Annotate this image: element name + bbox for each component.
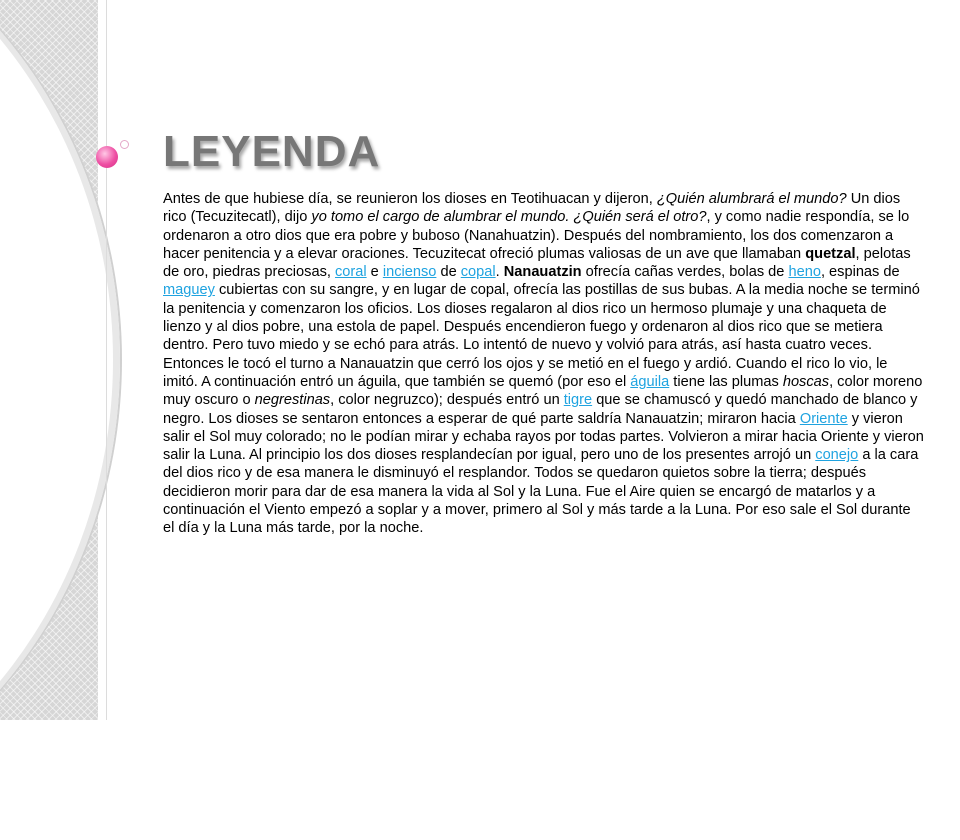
italic-text: ¿Quién alumbrará el mundo?: [656, 191, 847, 207]
text-span: cubiertas con su sangre, y en lugar de copal, ofrecía las postillas de sus bubas. A la media noche se terminó la penitencia y comenzaron los oficios. Los dioses regalaron al dios rico un hermoso plumaje y una chaqueta de lienzo y al dios pobre, una estola de papel. Después encendieron fuego y ordenaron al dios rico que se metiera dentro. Pero tuvo miedo y se echó para atrás. Lo intentó de nuevo y volvió para atrás, así hasta cuatro veces. Entonces le tocó el turno a Nanauatzin que cerró los ojos y se metió en el fuego y ardió. Cuando el rico lo vio, le imitó. A continuación entró un águila, que también se quemó (por eso el: [163, 282, 920, 390]
link-incienso[interactable]: incienso: [382, 264, 437, 281]
link-aguila[interactable]: águila: [630, 373, 670, 390]
link-copal[interactable]: copal: [460, 264, 496, 281]
bold-text-nanauatzin: Nanauatzin: [503, 264, 582, 281]
text-span: y vieron salir el Sol muy colorado; no le podían mirar y echaba rayos por todas partes. Volvieron a mirar hacia Oriente y vieron salir la Luna. Al principio los dos dioses resplandecían por igual, pero uno de los presentes arrojó un: [163, 410, 924, 464]
link-coral[interactable]: coral: [334, 264, 367, 281]
link-oriente[interactable]: Oriente: [799, 410, 848, 427]
text-span: tiene las plumas: [669, 373, 783, 390]
text-span: , pelotas de oro, piedras preciosas,: [163, 245, 911, 281]
text-span: .: [495, 264, 504, 281]
text-span: Un dios rico (Tecuzitecatl), dijo: [163, 191, 901, 226]
text-span: e: [366, 264, 383, 281]
slide-title: LEYENDA: [163, 127, 381, 176]
link-tigre[interactable]: tigre: [563, 392, 593, 409]
text-span: , y como nadie respondía, se lo ordenaron a otro dios que era pobre y buboso (Nanahuatzin). Después del nombramiento, los dos comenzaron a hacer penitencia y a elevar oraciones. Tecuzitecat ofreció plumas valiosas de un ave que llamaban: [163, 209, 910, 262]
text-span: ofrecía cañas verdes, bolas de: [581, 264, 789, 281]
text-span: Antes de que hubiese día, se reunieron los dioses en Teotihuacan y dijeron,: [163, 191, 657, 207]
pink-bullet-icon: [96, 146, 118, 168]
divider-line: [106, 0, 107, 720]
link-maguey[interactable]: maguey: [163, 282, 215, 299]
text-span: , color moreno muy oscuro o: [163, 373, 923, 409]
italic-text: negrestinas: [254, 392, 331, 409]
link-heno[interactable]: heno: [788, 264, 821, 281]
text-span: de: [436, 264, 461, 281]
text-span: , espinas de: [820, 264, 900, 281]
legend-paragraph: [163, 190, 925, 538]
italic-text: yo tomo el cargo de alumbrar el mundo. ¿Quién será el otro?: [311, 209, 707, 226]
italic-text: hoscas: [782, 373, 830, 390]
text-span: que se chamuscó y quedó manchado de blanco y negro. Los dioses se sentaron entonces a esperar de qué parte saldría Nanauatzin; miraron hacia: [163, 392, 918, 427]
small-ring-icon: [120, 140, 129, 149]
text-span: a la cara del dios rico y de esa manera le disminuyó el resplandor. Todos se quedaron quietos sobre la tierra; después decidieron morir para dar de esa manera la vida al Sol y la Luna. Fue el Aire quien se encargó de matarlos y a continuación el Viento empezó a soplar y a mover, primero al Sol y más tarde a la Luna. Por eso sale el Sol durante el día y la Luna más tarde, por la noche.: [163, 447, 919, 537]
text-span: , color negruzco); después entró un: [330, 392, 564, 409]
bold-text-quetzal: quetzal: [805, 245, 856, 262]
link-conejo[interactable]: conejo: [815, 447, 859, 464]
